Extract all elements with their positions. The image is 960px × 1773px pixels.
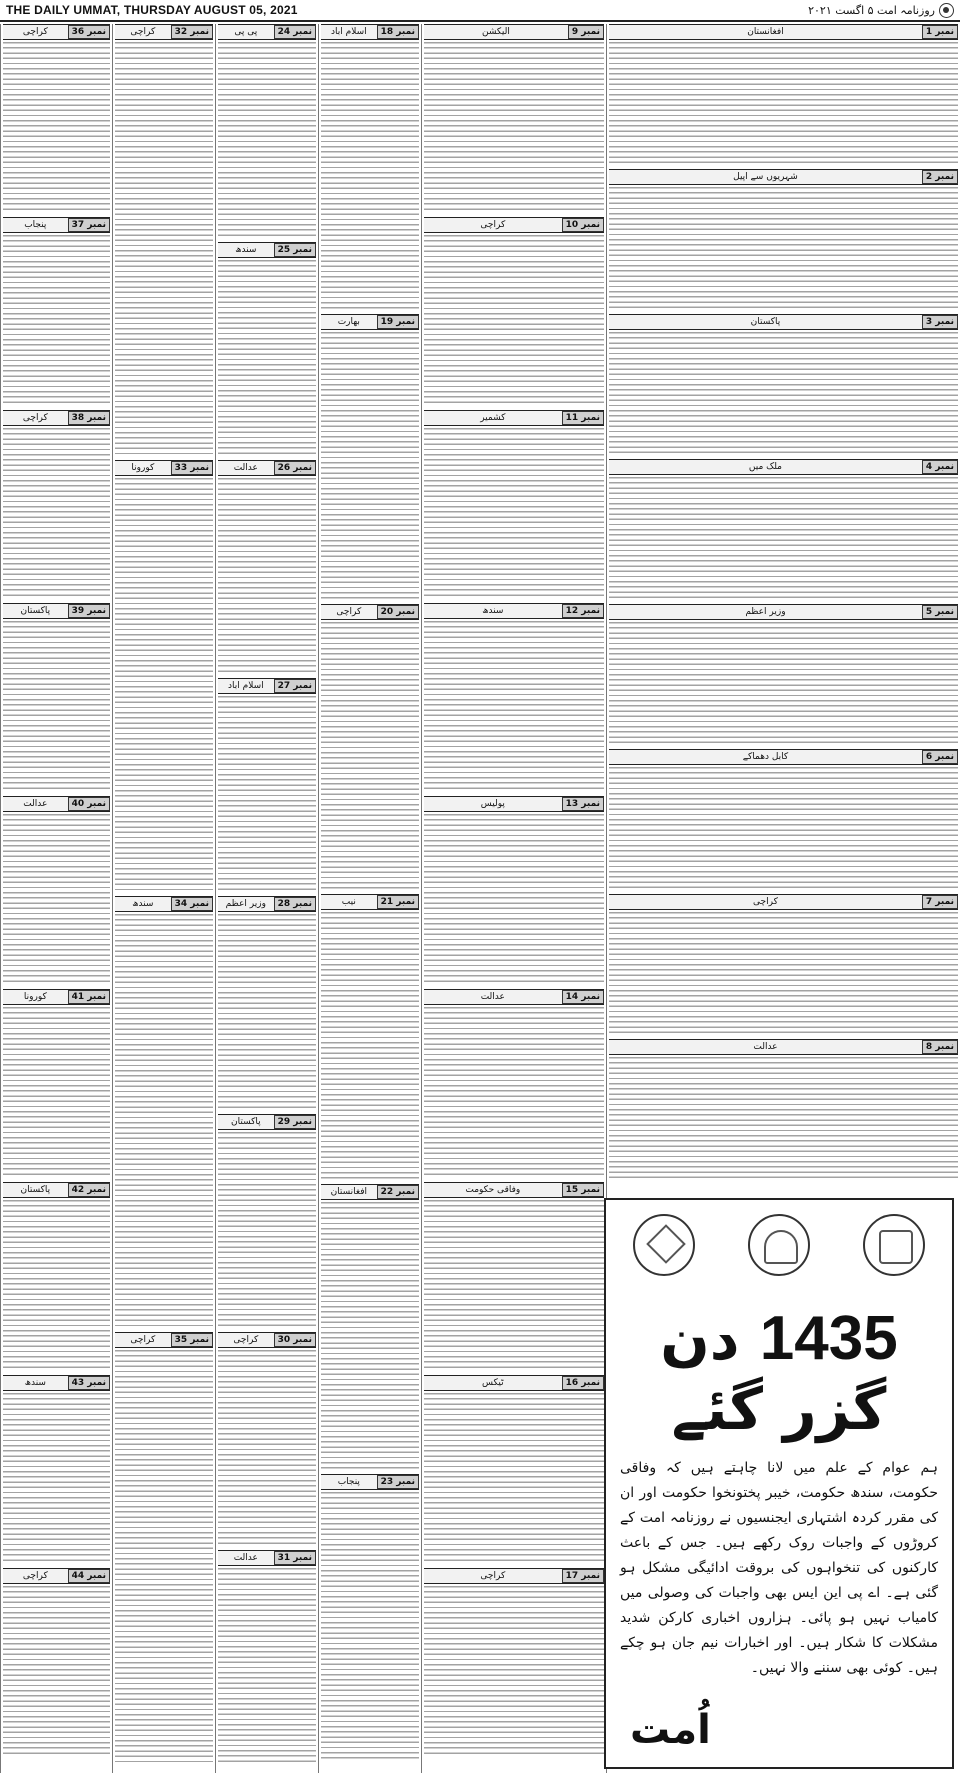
news-item-title: افغانستان [747, 27, 784, 37]
news-item-header [321, 894, 419, 910]
news-item-header [609, 894, 958, 910]
news-item-number: نمبر 20 [377, 605, 419, 619]
news-item-body-text [115, 1350, 213, 1764]
news-item-title: عدالت [233, 1553, 258, 1563]
news-item-number: نمبر 42 [68, 1183, 110, 1197]
news-item-title: کراچی [22, 413, 48, 423]
news-item-title: سندھ [235, 245, 257, 255]
news-item-title: کورونا [23, 992, 47, 1002]
news-item-number: نمبر 33 [171, 461, 213, 475]
page-number-icon [939, 3, 954, 18]
news-item-header [321, 24, 419, 40]
news-item-body-text [424, 428, 604, 599]
news-item-header [424, 796, 604, 812]
news-item-number: نمبر 41 [68, 990, 110, 1004]
news-item-number: نمبر 29 [274, 1115, 316, 1129]
news-item-header [218, 242, 316, 258]
news-item-number: نمبر 19 [377, 315, 419, 329]
news-item-title: کابل دھماکے [742, 752, 789, 762]
news-item [115, 460, 213, 894]
news-item-header [424, 1182, 604, 1198]
column-5 [112, 24, 215, 1773]
news-item [3, 989, 110, 1180]
news-item [218, 242, 316, 458]
news-item-header [3, 603, 110, 619]
news-item-number: نمبر 39 [68, 604, 110, 618]
news-item-title: اسلام آباد [228, 681, 264, 691]
news-item-body-text [609, 1057, 958, 1180]
news-item-number: نمبر 25 [274, 243, 316, 257]
news-item-header [424, 1568, 604, 1584]
column-6 [0, 24, 112, 1773]
news-item [3, 1375, 110, 1566]
news-item-number: نمبر 44 [68, 1569, 110, 1583]
news-item-header [321, 1184, 419, 1200]
kp-government-emblem-icon [633, 1214, 695, 1276]
news-item-number: نمبر 12 [562, 604, 604, 618]
news-item-header [609, 169, 958, 185]
masthead-urdu-title [808, 3, 954, 18]
news-item [115, 896, 213, 1330]
news-item-header [321, 314, 419, 330]
news-item-number: نمبر 16 [562, 1376, 604, 1390]
news-item-number: نمبر 4 [922, 460, 958, 474]
news-item-header [3, 796, 110, 812]
news-item-title: پاکستان [231, 1117, 261, 1127]
news-item-title: کراچی [22, 27, 48, 37]
news-item [3, 24, 110, 215]
news-item-header [3, 989, 110, 1005]
news-item-title: وزیر اعظم [225, 899, 266, 909]
advertisement-box [604, 1198, 954, 1769]
news-item-body-text [424, 42, 604, 213]
news-item-number: نمبر 7 [922, 895, 958, 909]
news-item-title: پاکستان [20, 1185, 51, 1195]
news-item-body-text [321, 332, 419, 600]
news-item-title: سندھ [482, 606, 504, 616]
news-item-title: وفاقی حکومت [465, 1185, 521, 1195]
news-item [609, 459, 958, 602]
news-item-header [115, 460, 213, 476]
news-item-body-text [321, 1492, 419, 1760]
news-item-header [218, 896, 316, 912]
news-item [3, 796, 110, 987]
news-item-header [609, 604, 958, 620]
news-item-number: نمبر 8 [922, 1040, 958, 1054]
news-item-header [609, 1039, 958, 1055]
news-item [424, 1568, 604, 1759]
news-item [218, 1550, 316, 1766]
news-item [609, 894, 958, 1037]
news-item-header [3, 1568, 110, 1584]
ummat-logo-signature: اُمت [630, 1707, 711, 1753]
news-item-title: پنجاب [24, 220, 47, 230]
news-item-body-text [424, 1007, 604, 1178]
news-item-title: کشمیر [480, 413, 506, 423]
news-item-body-text [3, 814, 110, 985]
news-item-body-text [424, 1200, 604, 1371]
news-item-header [609, 314, 958, 330]
sindh-government-emblem-icon [863, 1214, 925, 1276]
column-3 [318, 24, 421, 1773]
news-item-body-text [321, 42, 419, 310]
news-item-body-text [218, 478, 316, 674]
column-4 [215, 24, 318, 1773]
news-item-body-text [218, 1350, 316, 1546]
news-item [218, 896, 316, 1112]
news-item-body-text [321, 912, 419, 1180]
news-item [321, 604, 419, 892]
news-item-title: سندھ [132, 899, 154, 909]
news-item-number: نمبر 18 [377, 25, 419, 39]
news-item-title: افغانستان [330, 1187, 368, 1197]
news-item-header [609, 749, 958, 765]
news-item [424, 1182, 604, 1373]
news-item-body-text [424, 235, 604, 406]
news-item [3, 1568, 110, 1759]
news-item-number: نمبر 15 [562, 1183, 604, 1197]
news-item-title: پاکستان [750, 317, 781, 327]
news-item-title: شہریوں سے اپیل [733, 172, 798, 182]
news-item-body-text [115, 42, 213, 456]
news-item-header [424, 217, 604, 233]
news-item-title: عدالت [480, 992, 505, 1002]
news-item-body-text [609, 767, 958, 890]
news-item-number: نمبر 9 [568, 25, 604, 39]
news-item-number: نمبر 27 [274, 679, 316, 693]
news-item-header [3, 410, 110, 426]
news-item-number: نمبر 43 [68, 1376, 110, 1390]
news-item-header [424, 1375, 604, 1391]
news-item-body-text [3, 1586, 110, 1757]
news-item-body-text [424, 1586, 604, 1757]
news-item [3, 217, 110, 408]
news-item-title: ٹیکس [481, 1378, 504, 1388]
news-item-header [115, 24, 213, 40]
news-item [3, 410, 110, 601]
news-item-number: نمبر 24 [274, 25, 316, 39]
news-item [3, 1182, 110, 1373]
news-item-title: کراچی [336, 607, 362, 617]
news-item-header [218, 1114, 316, 1130]
column-2 [421, 24, 606, 1773]
news-item [424, 1375, 604, 1566]
pakistan-state-emblem-icon [748, 1214, 810, 1276]
news-item-number: نمبر 5 [922, 605, 958, 619]
news-item-number: نمبر 21 [377, 895, 419, 909]
news-item-header [115, 1332, 213, 1348]
news-item [218, 678, 316, 894]
news-item-title: نیب [341, 897, 356, 907]
ad-headline [629, 1304, 929, 1444]
news-item [321, 894, 419, 1182]
news-item-number: نمبر 37 [68, 218, 110, 232]
news-item [115, 24, 213, 458]
news-item-title: کراچی [480, 220, 506, 230]
news-item [424, 989, 604, 1180]
masthead-urdu-text: روزنامہ امت ۵ اگست ۲۰۲۱ [808, 3, 935, 17]
news-item [609, 1039, 958, 1182]
news-item-number: نمبر 22 [377, 1185, 419, 1199]
ad-headline-text: دن گزر گئے [660, 1305, 887, 1443]
news-item-header [321, 1474, 419, 1490]
news-item [321, 24, 419, 312]
news-item-body-text [3, 621, 110, 792]
news-item-header [3, 1182, 110, 1198]
news-item-number: نمبر 28 [274, 897, 316, 911]
news-item-number: نمبر 11 [562, 411, 604, 425]
news-item-body-text [3, 428, 110, 599]
news-item [609, 604, 958, 747]
news-item-body-text [609, 42, 958, 165]
news-item-body-text [609, 187, 958, 310]
news-item [218, 24, 316, 240]
news-item-body-text [321, 1202, 419, 1470]
news-item-body-text [218, 1132, 316, 1328]
news-item-title: عدالت [233, 463, 258, 473]
news-item-number: نمبر 10 [562, 218, 604, 232]
news-item-title: کراچی [233, 1335, 259, 1345]
news-item-number: نمبر 14 [562, 990, 604, 1004]
news-item [609, 749, 958, 892]
news-item [218, 460, 316, 676]
news-item-body-text [218, 1568, 316, 1764]
news-item-number: نمبر 23 [377, 1475, 419, 1489]
news-item-title: بھارت [337, 317, 360, 327]
news-item-body-text [218, 696, 316, 892]
news-item-body-text [321, 622, 419, 890]
news-item-header [424, 24, 604, 40]
news-item-number: نمبر 13 [562, 797, 604, 811]
news-item-header [321, 604, 419, 620]
news-item-header [218, 1332, 316, 1348]
news-item-number: نمبر 31 [274, 1551, 316, 1565]
news-item-number: نمبر 1 [922, 25, 958, 39]
news-item-header [609, 24, 958, 40]
news-item [321, 1474, 419, 1762]
news-item-body-text [3, 1200, 110, 1371]
news-item [424, 410, 604, 601]
news-item-header [115, 896, 213, 912]
masthead [0, 0, 960, 22]
news-item-body-text [218, 42, 316, 238]
news-item-title: کراچی [480, 1571, 506, 1581]
news-item-body-text [218, 260, 316, 456]
news-item-body-text [609, 912, 958, 1035]
news-item-number: نمبر 36 [68, 25, 110, 39]
news-item-title: ملک میں [748, 462, 782, 472]
news-item-header [3, 1375, 110, 1391]
news-item-title: پاکستان [20, 606, 51, 616]
news-item [609, 314, 958, 457]
news-item [424, 796, 604, 987]
news-item-number: نمبر 32 [171, 25, 213, 39]
news-item-title: کراچی [130, 1335, 156, 1345]
masthead-english-title: THE DAILY UMMAT, THURSDAY AUGUST 05, 2021 [6, 3, 298, 17]
news-item-header [3, 217, 110, 233]
news-item-body-text [424, 621, 604, 792]
news-item-header [218, 1550, 316, 1566]
news-item-header [609, 459, 958, 475]
news-item-title: پی پی [234, 27, 258, 37]
ad-headline-days: 1435 [759, 1304, 898, 1373]
news-item-body-text [115, 478, 213, 892]
news-item-header [218, 24, 316, 40]
news-item-number: نمبر 34 [171, 897, 213, 911]
news-item-header [424, 603, 604, 619]
news-item-title: عدالت [753, 1042, 778, 1052]
news-item-body-text [218, 914, 316, 1110]
news-item-number: نمبر 2 [922, 170, 958, 184]
news-item [609, 24, 958, 167]
news-item-number: نمبر 26 [274, 461, 316, 475]
news-item [218, 1114, 316, 1330]
news-item-body-text [3, 1007, 110, 1178]
news-item-body-text [3, 42, 110, 213]
news-item-title: پنجاب [337, 1477, 360, 1487]
news-item [321, 1184, 419, 1472]
news-item-title: کراچی [753, 897, 778, 907]
news-item [424, 603, 604, 794]
news-item-body-text [3, 235, 110, 406]
news-item-body-text [115, 914, 213, 1328]
government-emblems [606, 1214, 952, 1276]
news-item-number: نمبر 3 [922, 315, 958, 329]
news-item-title: پولیس [480, 799, 505, 809]
news-item-header [424, 989, 604, 1005]
news-item-header [424, 410, 604, 426]
news-item [424, 24, 604, 215]
news-item-body-text [609, 332, 958, 455]
news-item-body-text [424, 1393, 604, 1564]
news-item-header [3, 24, 110, 40]
news-item [424, 217, 604, 408]
news-item [3, 603, 110, 794]
news-item-header [218, 678, 316, 694]
news-item-number: نمبر 30 [274, 1333, 316, 1347]
news-item-body-text [609, 622, 958, 745]
news-item-title: اسلام آباد [331, 27, 367, 37]
news-item-title: کراچی [22, 1571, 48, 1581]
news-item-header [218, 460, 316, 476]
news-item-body-text [424, 814, 604, 985]
news-item-title: کراچی [130, 27, 156, 37]
news-item [321, 314, 419, 602]
news-item-title: کورونا [131, 463, 155, 473]
ad-body-text: ہم عوام کے علم میں لانا چاہتے ہیں کہ وفاقی حکومت، سندھ حکومت، خیبر پختونخوا حکومت اور ان کی مقرر کردہ اشتہاری ایجنسیوں نے روزنامہ امت کے کروڑوں کے واجبات روک رکھے ہیں۔ جس کے باعث کارکنوں کی تنخواہوں کی بروقت ادائیگی مشکل ہو گئی ہے۔ اے پی این ایس بھی واجبات کی وصولی میں کامیاب نہیں ہو پائی۔ ہزاروں اخباری کارکن شدید مشکلات کا شکار ہیں۔ اور اخبارات نیم جان ہو چکے ہیں۔ کوئی بھی سننے والا نہیں۔ [620, 1460, 938, 1676]
news-item-title: الیکشن [482, 27, 510, 37]
news-item [115, 1332, 213, 1766]
news-item-body-text [609, 477, 958, 600]
news-item-number: نمبر 6 [922, 750, 958, 764]
news-item-body-text [3, 1393, 110, 1564]
news-item-number: نمبر 40 [68, 797, 110, 811]
news-item-title: وزیر اعظم [745, 607, 786, 617]
news-item-number: نمبر 38 [68, 411, 110, 425]
news-item-title: سندھ [24, 1378, 46, 1388]
news-item [609, 169, 958, 312]
news-item-number: نمبر 35 [171, 1333, 213, 1347]
news-item-number: نمبر 17 [562, 1569, 604, 1583]
news-item [218, 1332, 316, 1548]
news-item-title: عدالت [23, 799, 48, 809]
